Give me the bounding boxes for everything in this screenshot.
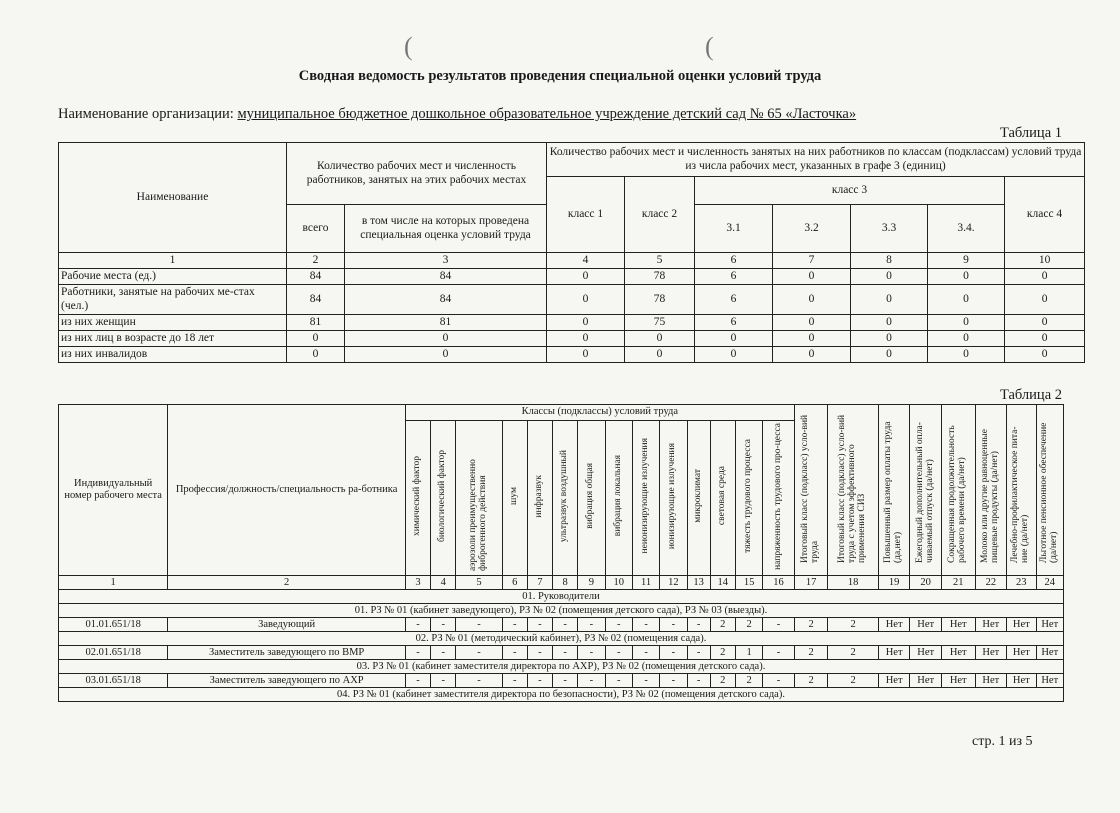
table-cell: -	[605, 674, 632, 688]
table-cell: -	[431, 674, 456, 688]
table-cell: 2	[828, 674, 878, 688]
column-number: 13	[687, 576, 710, 590]
table-cell: -	[553, 646, 578, 660]
header-factor-text: вибрация общая	[585, 463, 596, 529]
table-cell: -	[502, 674, 527, 688]
table-cell: 2	[794, 618, 828, 632]
column-number: 2	[168, 576, 406, 590]
table1-header-total: всего	[287, 205, 345, 253]
table-cell: Нет	[1036, 618, 1064, 632]
handwritten-mark: (	[705, 32, 714, 61]
table-cell: 0	[1005, 269, 1085, 285]
table-cell: 0	[773, 269, 851, 285]
workplace-name: Заведующий	[168, 618, 406, 632]
table-cell: 0	[1005, 285, 1085, 315]
header-final-class-siz-text: Итоговый класс (подкласс) усло-вий труда с учетом эффективного применения СИЗ	[837, 414, 868, 563]
column-number: 8	[851, 253, 928, 269]
table-cell: 2	[710, 674, 735, 688]
table-cell: -	[660, 674, 687, 688]
table1-header-class4: класс 4	[1005, 177, 1085, 253]
table-row	[59, 646, 1064, 660]
table-cell: 84	[345, 285, 547, 315]
table2-caption: Таблица 2	[999, 387, 1062, 403]
table-row	[59, 285, 1085, 315]
header-factor-text: ультразвук воздушный	[559, 449, 570, 543]
group-row	[59, 590, 1064, 604]
group-label: 01. Руководители	[59, 590, 1064, 604]
table-cell: 0	[773, 331, 851, 347]
table-cell: 0	[928, 315, 1005, 331]
table-cell: 2	[828, 646, 878, 660]
table-cell: 0	[625, 331, 695, 347]
workplace-id: 01.01.651/18	[59, 618, 168, 632]
column-number: 8	[553, 576, 578, 590]
table2-column-numbers	[59, 576, 1064, 590]
column-number: 10	[605, 576, 632, 590]
table-row	[59, 347, 1085, 363]
table1-header-sub: 3.2	[773, 205, 851, 253]
header-final-class	[794, 405, 828, 576]
table-cell: 6	[695, 285, 773, 315]
table-cell: -	[405, 618, 430, 632]
table-cell: Нет	[910, 618, 942, 632]
table-cell: Нет	[878, 674, 910, 688]
column-number: 6	[502, 576, 527, 590]
table-cell: 1	[735, 646, 762, 660]
column-number: 4	[431, 576, 456, 590]
table-cell: 84	[287, 285, 345, 315]
table-cell: Нет	[941, 646, 975, 660]
table2-header-profession: Профессия/должность/специальность ра-ботника	[168, 405, 406, 576]
table-cell: 2	[735, 618, 762, 632]
table1-header-sub: 3.4.	[928, 205, 1005, 253]
table-cell: 78	[625, 269, 695, 285]
table-cell: 0	[547, 285, 625, 315]
header-factor	[527, 421, 552, 576]
table-cell: 2	[710, 646, 735, 660]
header-factor	[735, 421, 762, 576]
row-label: из них женщин	[59, 315, 287, 331]
header-factor	[632, 421, 659, 576]
column-number: 9	[928, 253, 1005, 269]
organization-label: Наименование организации:	[58, 106, 234, 122]
table-cell: -	[687, 618, 710, 632]
column-number: 6	[695, 253, 773, 269]
header-factor	[660, 421, 687, 576]
table-cell: -	[527, 674, 552, 688]
header-factor	[456, 421, 502, 576]
table-cell: 2	[794, 646, 828, 660]
table1-header-class3: класс 3	[695, 177, 1005, 205]
table-cell: -	[405, 674, 430, 688]
row-label: из них инвалидов	[59, 347, 287, 363]
header-guarantee	[975, 405, 1007, 576]
table1-header-count: Количество рабочих мест и численность работников, занятых на этих рабочих местах	[287, 143, 547, 205]
workplace-id: 03.01.651/18	[59, 674, 168, 688]
summary-table	[58, 142, 1085, 363]
table-cell: 0	[851, 285, 928, 315]
table-cell: 6	[695, 315, 773, 331]
table-cell: 0	[695, 347, 773, 363]
column-number: 17	[794, 576, 828, 590]
table1-header-sub: 3.1	[695, 205, 773, 253]
column-number: 5	[456, 576, 502, 590]
header-final-class-siz	[828, 405, 878, 576]
table1-header-classes: Количество рабочих мест и численность занятых на них работников по классам (подклассам) условий труда из числа рабочих мест, указанных в графе 3 (единиц)	[547, 143, 1085, 177]
table-cell: 75	[625, 315, 695, 331]
table-cell: Нет	[910, 674, 942, 688]
handwritten-mark: (	[404, 32, 413, 61]
workplace-name: Заместитель заведующего по АХР	[168, 674, 406, 688]
header-factor-text: неионизирующие излучения	[640, 438, 651, 554]
table-cell: 0	[547, 269, 625, 285]
table1-header-sub: 3.3	[851, 205, 928, 253]
column-number: 4	[547, 253, 625, 269]
header-guarantee-text: Льготное пенсионное обеспечение (да/нет)	[1038, 422, 1059, 563]
table-cell: 0	[851, 269, 928, 285]
table-cell: 0	[773, 285, 851, 315]
table-cell: -	[632, 618, 659, 632]
table-cell: 0	[1005, 347, 1085, 363]
table-cell: 0	[345, 347, 547, 363]
table-cell: 78	[625, 285, 695, 315]
table-cell: 0	[695, 331, 773, 347]
column-number: 12	[660, 576, 687, 590]
table-cell: 84	[287, 269, 345, 285]
group-row	[59, 632, 1064, 646]
document-title: Сводная ведомость результатов проведения специальной оценки условий труда	[298, 68, 822, 84]
column-number: 23	[1007, 576, 1036, 590]
header-factor	[687, 421, 710, 576]
table-row	[59, 331, 1085, 347]
header-factor-text: ионизирующие излучения	[667, 442, 678, 550]
table-cell: Нет	[910, 646, 942, 660]
table-cell: -	[431, 646, 456, 660]
header-factor-text: вибрация локальная	[612, 455, 623, 537]
table-cell: Нет	[1007, 618, 1036, 632]
table1-header-class1: класс 1	[547, 177, 625, 253]
header-factor	[710, 421, 735, 576]
table-cell: 0	[928, 269, 1005, 285]
table-cell: -	[502, 646, 527, 660]
table-cell: -	[763, 674, 795, 688]
header-factor-text: химический фактор	[412, 456, 423, 536]
table-cell: -	[687, 646, 710, 660]
table-cell: Нет	[975, 646, 1007, 660]
table-cell: Нет	[1007, 674, 1036, 688]
table1-column-numbers	[59, 253, 1085, 269]
table-row	[59, 618, 1064, 632]
organization-line	[58, 106, 856, 123]
header-guarantee-text: Ежегодный дополнительный опла-чиваемый отпуск (да/нет)	[914, 422, 935, 563]
table-cell: -	[456, 646, 502, 660]
table-cell: 0	[928, 347, 1005, 363]
table1-caption: Таблица 1	[999, 125, 1062, 141]
header-factor-text: микроклимат	[692, 469, 703, 523]
table-cell: 2	[735, 674, 762, 688]
table-row	[59, 315, 1085, 331]
table2-header-row	[59, 405, 1064, 421]
column-number: 15	[735, 576, 762, 590]
table-cell: -	[687, 674, 710, 688]
table-cell: Нет	[975, 674, 1007, 688]
table-cell: 0	[547, 331, 625, 347]
table-cell: -	[405, 646, 430, 660]
table1-header-class2: класс 2	[625, 177, 695, 253]
workplace-table	[58, 404, 1064, 702]
header-guarantee-text: Повышенный размер оплаты труда (да,нет)	[883, 421, 904, 563]
table-cell: 0	[928, 331, 1005, 347]
table-row	[59, 269, 1085, 285]
column-number: 21	[941, 576, 975, 590]
table-cell: Нет	[975, 618, 1007, 632]
table-cell: -	[578, 646, 605, 660]
page-number: стр. 1 из 5	[972, 734, 1033, 749]
workplace-name: Заместитель заведующего по ВМР	[168, 646, 406, 660]
table-cell: Нет	[1007, 646, 1036, 660]
header-factor-text: аэрозоли преимущественно фиброгенного действия	[468, 459, 488, 571]
header-guarantee-text: Сокращенная продолжительность рабочего времени (да/нет)	[947, 425, 968, 563]
table-cell: -	[660, 618, 687, 632]
column-number: 19	[878, 576, 910, 590]
table-cell: 0	[773, 347, 851, 363]
header-guarantee	[878, 405, 910, 576]
table-cell: 81	[345, 315, 547, 331]
header-factor-text: тяжесть трудового процесса	[743, 439, 754, 553]
table-cell: 0	[773, 315, 851, 331]
table-cell: Нет	[878, 646, 910, 660]
table-cell: 0	[928, 285, 1005, 315]
table-cell: 0	[1005, 331, 1085, 347]
row-label: Работники, занятые на рабочих ме-стах (чел.)	[59, 285, 287, 315]
table-cell: 6	[695, 269, 773, 285]
group-row	[59, 688, 1064, 702]
table-cell: 2	[828, 618, 878, 632]
table-cell: 0	[287, 331, 345, 347]
table-cell: -	[527, 646, 552, 660]
column-number: 24	[1036, 576, 1064, 590]
header-factor	[431, 421, 456, 576]
row-label: из них лиц в возрасте до 18 лет	[59, 331, 287, 347]
table-cell: -	[632, 674, 659, 688]
table-cell: -	[456, 618, 502, 632]
table-cell: -	[553, 618, 578, 632]
column-number: 7	[773, 253, 851, 269]
column-number: 7	[527, 576, 552, 590]
column-number: 10	[1005, 253, 1085, 269]
column-number: 3	[405, 576, 430, 590]
header-factor	[578, 421, 605, 576]
table2-header-classes: Классы (подклассы) условий труда	[405, 405, 794, 421]
table-row	[59, 674, 1064, 688]
table-cell: -	[431, 618, 456, 632]
table1-header-name: Наименование	[59, 143, 287, 253]
table-cell: 2	[710, 618, 735, 632]
table-cell: Нет	[878, 618, 910, 632]
table-cell: -	[527, 618, 552, 632]
workplace-id: 02.01.651/18	[59, 646, 168, 660]
column-number: 2	[287, 253, 345, 269]
table-cell: -	[456, 674, 502, 688]
table-cell: -	[763, 646, 795, 660]
column-number: 1	[59, 253, 287, 269]
column-number: 22	[975, 576, 1007, 590]
table1-body	[59, 269, 1085, 363]
table-cell: -	[578, 674, 605, 688]
header-factor	[763, 421, 795, 576]
header-final-class-text: Итоговый класс (подкласс) усло-вий труда	[800, 414, 821, 563]
header-factor-text: инфразвук	[533, 474, 544, 518]
table-cell: Нет	[1036, 646, 1064, 660]
header-factor	[502, 421, 527, 576]
table-cell: -	[605, 618, 632, 632]
table-cell: 0	[851, 315, 928, 331]
table-cell: -	[502, 618, 527, 632]
group-row	[59, 660, 1064, 674]
column-number: 20	[910, 576, 942, 590]
table-cell: 0	[625, 347, 695, 363]
header-factor-text: шум	[508, 487, 519, 505]
table-cell: -	[578, 618, 605, 632]
header-guarantee	[1007, 405, 1036, 576]
table-cell: -	[553, 674, 578, 688]
header-factor-text: световая среда	[716, 466, 727, 526]
table-cell: 0	[851, 347, 928, 363]
header-factor	[553, 421, 578, 576]
table-cell: Нет	[941, 618, 975, 632]
group-label: 03. РЗ № 01 (кабинет заместителя директора по АХР), РЗ № 02 (помещения детского сада).	[59, 660, 1064, 674]
organization-value: муниципальное бюджетное дошкольное образовательное учреждение детский сад № 65 «Ласточка»	[237, 106, 857, 122]
header-factor	[605, 421, 632, 576]
header-factor	[405, 421, 430, 576]
table-cell: -	[605, 646, 632, 660]
header-guarantee	[941, 405, 975, 576]
table2-body	[59, 590, 1064, 702]
column-number: 14	[710, 576, 735, 590]
row-label: Рабочие места (ед.)	[59, 269, 287, 285]
header-guarantee-text: Лечебно-профилактическое пита-ние (да/нет)	[1010, 426, 1031, 563]
group-row	[59, 604, 1064, 618]
table-cell: 0	[547, 347, 625, 363]
table-cell: Нет	[941, 674, 975, 688]
table-cell: -	[763, 618, 795, 632]
column-number: 1	[59, 576, 168, 590]
table-cell: 0	[851, 331, 928, 347]
header-guarantee	[1036, 405, 1064, 576]
header-factor-text: напряженность трудового про-цесса	[772, 422, 783, 570]
group-label: 02. РЗ № 01 (методический кабинет), РЗ № 02 (помещения сада).	[59, 632, 1064, 646]
table-cell: Нет	[1036, 674, 1064, 688]
column-number: 5	[625, 253, 695, 269]
table-cell: 0	[345, 331, 547, 347]
group-label: 01. РЗ № 01 (кабинет заведующего), РЗ № 02 (помещения детского сада), РЗ № 03 (выезды).	[59, 604, 1064, 618]
table-cell: 0	[547, 315, 625, 331]
column-number: 11	[632, 576, 659, 590]
column-number: 9	[578, 576, 605, 590]
header-guarantee	[910, 405, 942, 576]
column-number: 18	[828, 576, 878, 590]
table-cell: 81	[287, 315, 345, 331]
table-cell: -	[632, 646, 659, 660]
table-cell: 84	[345, 269, 547, 285]
table-cell: 0	[1005, 315, 1085, 331]
column-number: 16	[763, 576, 795, 590]
header-guarantee-text: Молоко или другие равноценные пищевые продукты (да/нет)	[979, 428, 1000, 563]
table-cell: -	[660, 646, 687, 660]
header-factor-text: биологический фактор	[437, 449, 448, 542]
column-number: 3	[345, 253, 547, 269]
table-cell: 0	[287, 347, 345, 363]
group-label: 04. РЗ № 01 (кабинет заместителя директора по безопасности), РЗ № 02 (помещения детского сада).	[59, 688, 1064, 702]
table2-header-id: Индивидуальный номер рабочего места	[59, 405, 168, 576]
table-cell: 2	[794, 674, 828, 688]
table1-header-assessed: в том числе на которых проведена специальная оценка условий труда	[345, 205, 547, 253]
